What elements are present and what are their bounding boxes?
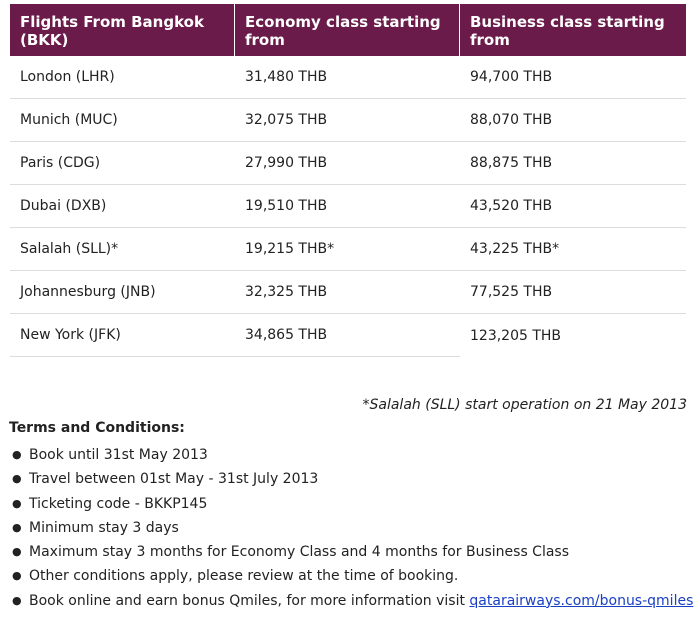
table-row — [10, 56, 686, 99]
list-item — [9, 443, 693, 467]
term-text: Minimum stay 3 days — [29, 519, 179, 536]
table-row — [10, 228, 686, 271]
route-cell: Munich (MUC) — [10, 99, 235, 142]
route-cell: Salalah (SLL)* — [10, 228, 235, 271]
business-price-cell: 88,875 THB — [460, 142, 686, 185]
term-text: Ticketing code - BKKP145 — [29, 495, 208, 512]
term-text: Maximum stay 3 months for Economy Class and 4 months for Business Class — [29, 544, 570, 561]
fares-table — [10, 4, 686, 357]
list-item — [9, 516, 693, 540]
business-price-cell: 94,700 THB — [460, 56, 686, 99]
list-item — [9, 589, 693, 613]
route-cell: New York (JFK) — [10, 314, 235, 357]
table-header-row — [10, 4, 686, 56]
bullet-icon: ● — [12, 496, 22, 510]
table-row — [10, 314, 686, 357]
header-business: Business class starting from — [460, 4, 686, 56]
economy-price-cell: 34,865 THB — [235, 314, 460, 357]
route-cell: London (LHR) — [10, 56, 235, 99]
economy-price-cell: 19,510 THB — [235, 185, 460, 228]
economy-price-cell: 27,990 THB — [235, 142, 460, 185]
bullet-icon: ● — [12, 569, 22, 583]
terms-heading: Terms and Conditions: — [9, 420, 185, 436]
list-item — [9, 492, 693, 516]
list-item — [9, 540, 693, 564]
list-item — [9, 564, 693, 588]
route-cell: Johannesburg (JNB) — [10, 271, 235, 314]
term-text: Book online and earn bonus Qmiles, for more information visit — [29, 592, 470, 609]
route-cell: Paris (CDG) — [10, 142, 235, 185]
business-price-cell: 43,225 THB* — [460, 228, 686, 271]
term-text: Travel between 01st May - 31st July 2013 — [29, 471, 319, 488]
table-row — [10, 99, 686, 142]
economy-price-cell: 32,075 THB — [235, 99, 460, 142]
economy-price-cell: 19,215 THB* — [235, 228, 460, 271]
bonus-qmiles-link[interactable]: qatarairways.com/bonus-qmiles — [469, 592, 694, 609]
term-text: Book until 31st May 2013 — [29, 447, 208, 463]
business-price-cell: 88,070 THB — [460, 99, 686, 142]
bullet-icon: ● — [12, 472, 22, 486]
economy-price-cell: 31,480 THB — [235, 56, 460, 99]
business-price-cell: 77,525 THB — [460, 271, 686, 314]
route-cell: Dubai (DXB) — [10, 185, 235, 228]
table-row — [10, 185, 686, 228]
economy-price-cell: 32,325 THB — [235, 271, 460, 314]
bullet-icon: ● — [12, 593, 22, 607]
term-text: Other conditions apply, please review at the time of booking. — [29, 568, 459, 585]
salalah-footnote: *Salalah (SLL) start operation on 21 May 2013 — [362, 397, 687, 413]
bullet-icon: ● — [12, 448, 22, 461]
bullet-icon: ● — [12, 520, 22, 534]
header-route: Flights From Bangkok (BKK) — [10, 4, 235, 56]
header-economy: Economy class starting from — [235, 4, 460, 56]
terms-list — [9, 443, 693, 613]
table-row — [10, 271, 686, 314]
list-item — [9, 467, 693, 491]
business-price-cell: 43,520 THB — [460, 185, 686, 228]
business-price-cell: 123,205 THB — [470, 327, 562, 344]
bullet-icon: ● — [12, 545, 22, 559]
table-row — [10, 142, 686, 185]
